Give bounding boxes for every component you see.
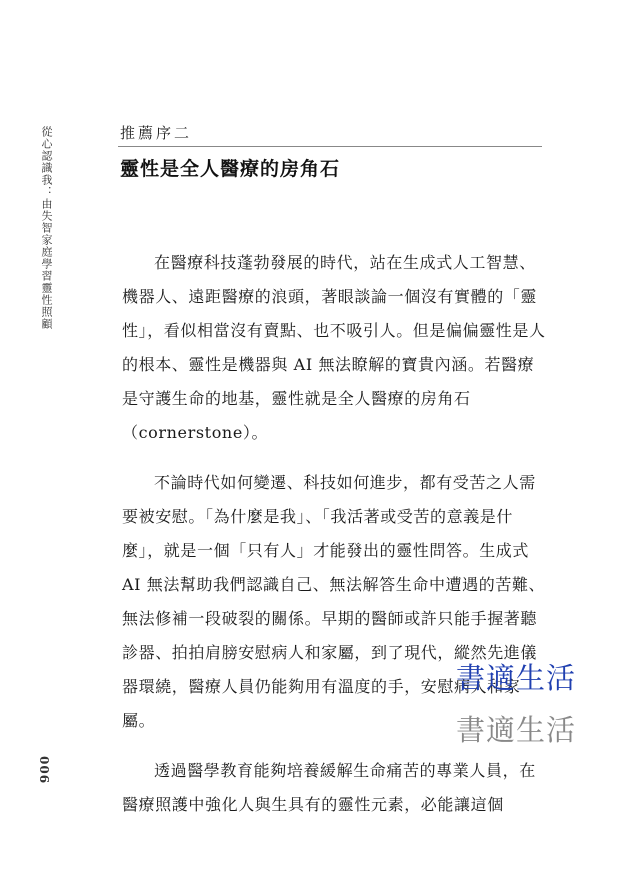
section-label: 推薦序二 (120, 124, 193, 142)
article-title: 靈性是全人醫療的房角石 (120, 158, 341, 180)
header-rule (118, 146, 542, 147)
body-text (122, 246, 546, 838)
paragraph-2: 不論時代如何變遷、科技如何進步，都有受苦之人需要被安慰。「為什麼是我」、「我活著或受苦的意義是什麼」，就是一個「只有人」才能發出的靈性問答。生成式 AI 無法幫助我們認識自己、無法解答生命中遭遇的苦難、無法修補一段破裂的關係。早期的醫師或許只能手握著聽診器、拍拍肩膀安慰病人和家屬，到了現代，縱然先進儀器環繞，醫療人員仍能夠用有溫度的手，安慰病人和家屬。 (122, 473, 546, 730)
paragraph-1: 在醫療科技蓬勃發展的時代，站在生成式人工智慧、機器人、遠距醫療的浪頭，著眼談論一個沒有實體的「靈性」，看似相當沒有賣點、也不吸引人。但是偏偏靈性是人的根本、靈性是機器與 AI 無法瞭解的寶貴內涵。若醫療是守護生命的地基，靈性就是全人醫療的房角石（cornerstone）。 (122, 253, 546, 442)
watermark-secondary: 書適生活 (456, 713, 577, 747)
book-side-title: 從心認識我：由失智家庭學習靈性照顧 (40, 126, 53, 330)
paragraph-3: 透過醫學教育能夠培養緩解生命痛苦的專業人員，在醫療照護中強化人與生具有的靈性元素，必能讓這個 (122, 761, 536, 814)
watermark-primary: 書適生活 (456, 661, 577, 695)
page-number: 006 (37, 756, 51, 785)
